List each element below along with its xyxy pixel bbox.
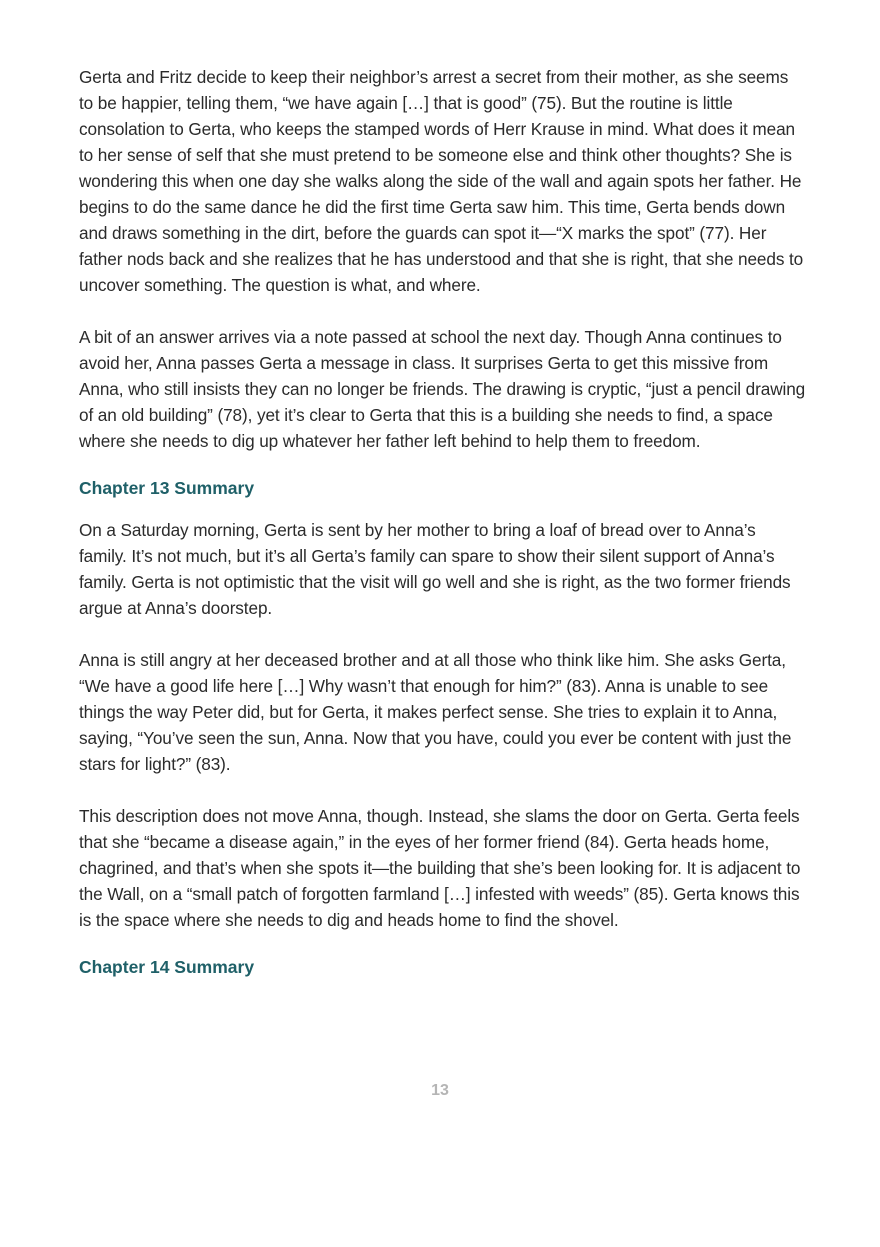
- body-paragraph: Anna is still angry at her deceased brother and at all those who think like him. She asks Gerta, “We have a good life here […] Why wasn’t that enough for him?” (83). Anna is unable to see things the way Peter did, but for Gerta, it makes perfect sense. She tries to explain it to Anna, saying, “You’ve seen the sun, Anna. Now that you have, could you ever be content with just the stars for light?” (83).: [79, 650, 792, 774]
- document-page: [79, 64, 807, 980]
- chapter-14-heading: Chapter 14 Summary: [79, 957, 255, 977]
- body-paragraph: A bit of an answer arrives via a note passed at school the next day. Though Anna continues to avoid her, Anna passes Gerta a message in class. It surprises Gerta to get this missive from Anna, who still insists they can no longer be friends. The drawing is cryptic, “just a pencil drawing of an old building” (78), yet it’s clear to Gerta that this is a building she needs to find, a space where she needs to dig up whatever her father left behind to help them to freedom.: [79, 327, 806, 451]
- page-number: 13: [431, 1082, 449, 1099]
- body-paragraph: On a Saturday morning, Gerta is sent by her mother to bring a loaf of bread over to Anna’s family. It’s not much, but it’s all Gerta’s family can spare to show their silent support of Anna’s family. Gerta is not optimistic that the visit will go well and she is right, as the two former friends argue at Anna’s doorstep.: [79, 520, 791, 618]
- chapter-13-heading: Chapter 13 Summary: [79, 478, 255, 498]
- body-paragraph: Gerta and Fritz decide to keep their neighbor’s arrest a secret from their mother, as she seems to be happier, telling them, “we have again […] that is good” (75). But the routine is little consolation to Gerta, who keeps the stamped words of Herr Krause in mind. What does it mean to her sense of self that she must pretend to be someone else and think other thoughts? She is wondering this when one day she walks along the side of the wall and again spots her father. He begins to do the same dance he did the first time Gerta saw him. This time, Gerta bends down and draws something in the dirt, before the guards can spot it—“X marks the spot” (77). Her father nods back and she realizes that he has understood and that she is right, that she needs to uncover something. The question is what, and where.: [79, 67, 804, 295]
- chapter-13-section: [79, 517, 807, 933]
- body-paragraph: This description does not move Anna, though. Instead, she slams the door on Gerta. Gerta feels that she “became a disease again,” in the eyes of her former friend (84). Gerta heads home, chagrined, and that’s when she spots it—the building that she’s been looking for. It is adjacent to the Wall, on a “small patch of forgotten farmland […] infested with weeds” (85). Gerta knows this is the space where she needs to dig and heads home to find the shovel.: [79, 806, 801, 930]
